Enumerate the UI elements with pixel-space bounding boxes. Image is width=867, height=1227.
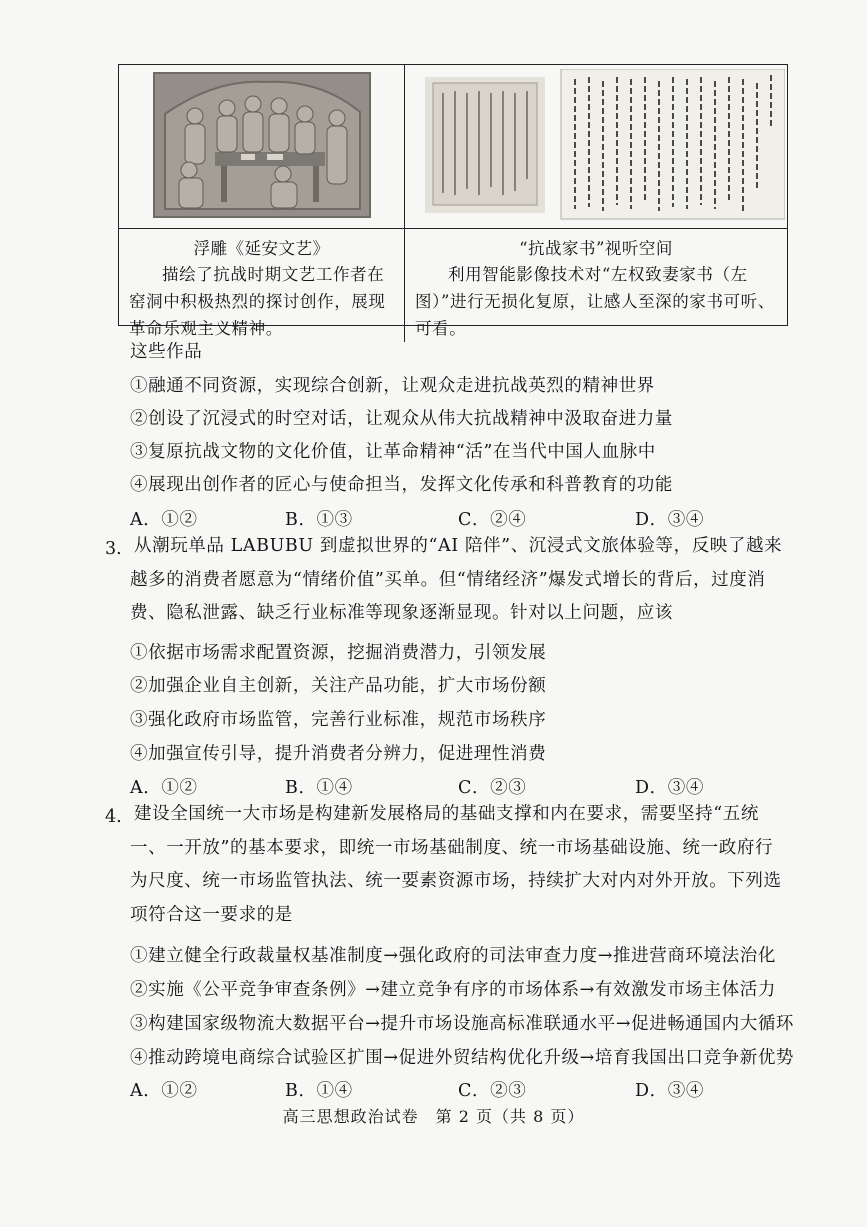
relief-sculpture-image: [153, 72, 371, 218]
q2-choice-a[interactable]: A．①②: [130, 510, 198, 530]
q4-number: 4.: [105, 807, 122, 827]
left-caption-cell: [119, 229, 405, 342]
q4-option-3: ③构建国家级物流大数据平台→提升市场设施高标准联通水平→促进畅通国内大循环: [130, 1014, 795, 1034]
q3-choice-d[interactable]: D．③④: [635, 778, 704, 798]
relief-image-cell: [119, 65, 405, 229]
figure-table: [118, 64, 788, 338]
q2-choice-c[interactable]: C．②④: [458, 510, 527, 530]
q4-option-4: ④推动跨境电商综合试验区扩围→促进外贸结构优化升级→培育我国出口竞争新优势: [130, 1048, 795, 1068]
q3-number: 3.: [105, 539, 122, 559]
letters-image-cell: [405, 65, 787, 229]
q3-choice-a[interactable]: A．①②: [130, 778, 198, 798]
q2-option-4: ④展现出创作者的匠心与使命担当，发挥文化传承和科普教育的功能: [130, 475, 673, 495]
q3-option-4: ④加强宣传引导，提升消费者分辨力，促进理性消费: [130, 744, 547, 764]
q4-option-2: ②实施《公平竞争审查条例》→建立竞争有序的市场体系→有效激发市场主体活力: [130, 980, 776, 1000]
q2-option-3: ③复原抗战文物的文化价值，让革命精神“活”在当代中国人血脉中: [130, 442, 656, 462]
q4-choice-d[interactable]: D．③④: [635, 1081, 704, 1101]
q4-stem: 建设全国统一大市场是构建新发展格局的基础支撑和内在要求，需要坚持“五统一、一开放”的基本要求，即统一市场基础制度、统一市场基础设施、统一政府行为尺度、统一市场监管执法、统一要素资源市场，持续扩大对内对外开放。下列选项符合这一要求的是: [130, 804, 782, 925]
right-caption-title: “抗战家书”视听空间: [519, 239, 673, 258]
q3-stem: 从潮玩单品 LABUBU 到虚拟世界的“AI 陪伴”、沉浸式文旅体验等，反映了越来越多的消费者愿意为“情绪价值”买单。但“情绪经济”爆发式增长的背后，过度消费、隐私泄露、缺乏行业标准等现象逐渐显现。针对以上问题，应该: [130, 536, 783, 623]
q3-option-3: ③强化政府市场监管，完善行业标准，规范市场秩序: [130, 710, 547, 730]
page-footer: 高三思想政治试卷 第 2 页（共 8 页）: [282, 1107, 585, 1126]
q3-option-2: ②加强企业自主创新，关注产品功能，扩大市场份额: [130, 676, 547, 696]
q2-choice-d[interactable]: D．③④: [635, 510, 704, 530]
left-caption-title: 浮雕《延安文艺》: [193, 239, 330, 258]
q3-choice-c[interactable]: C．②③: [458, 778, 527, 798]
right-caption-text: 利用智能影像技术对“左权致妻家书（左图）”进行无损化复原，让感人至深的家书可听、可看。: [415, 265, 775, 338]
q2-stem: 这些作品: [130, 342, 203, 362]
q2-option-1: ①融通不同资源，实现综合创新，让观众走进抗战英烈的精神世界: [130, 376, 655, 396]
q4-choice-a[interactable]: A．①②: [130, 1081, 198, 1101]
q4-choice-c[interactable]: C．②③: [458, 1081, 527, 1101]
q3-choice-b[interactable]: B．①④: [285, 778, 353, 798]
right-caption-cell: [405, 229, 787, 342]
q3-option-1: ①依据市场需求配置资源，挖掘消费潜力，引领发展: [130, 643, 547, 663]
handwritten-letter-image: [425, 69, 785, 221]
q4-choice-b[interactable]: B．①④: [285, 1081, 353, 1101]
q2-choice-b[interactable]: B．①③: [285, 510, 353, 530]
left-caption-text: 描绘了抗战时期文艺工作者在窑洞中积极热烈的探讨创作，展现革命乐观主义精神。: [129, 265, 386, 338]
q2-option-2: ②创设了沉浸式的时空对话，让观众从伟大抗战精神中汲取奋进力量: [130, 409, 673, 429]
q4-option-1: ①建立健全行政裁量权基准制度→强化政府的司法审查力度→推进营商环境法治化: [130, 946, 776, 966]
